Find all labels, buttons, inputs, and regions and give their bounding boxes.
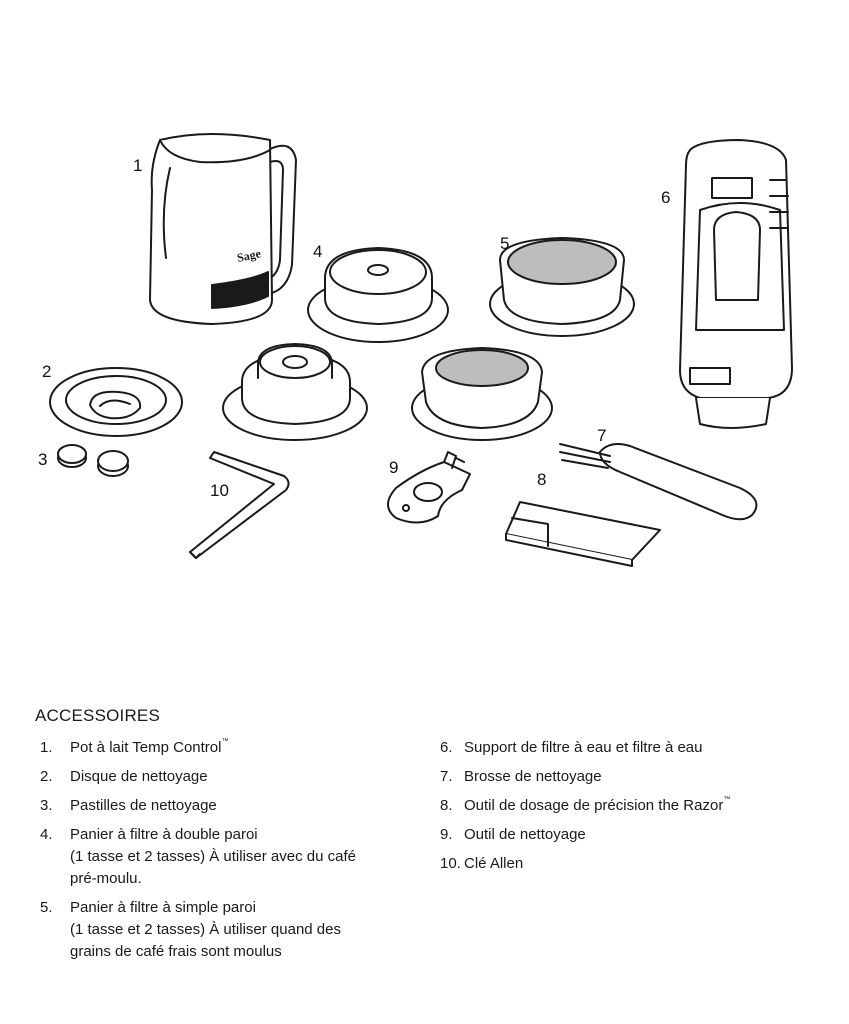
list-item: [440, 737, 800, 759]
item-number: 2.: [40, 768, 53, 785]
item-line: Panier à filtre à double paroi: [70, 826, 258, 843]
item-text: [464, 795, 800, 817]
item-line: Support de filtre à eau et filtre à eau: [464, 739, 703, 756]
item-number: 1.: [40, 739, 53, 756]
razor-tool-drawing: [506, 502, 660, 566]
list-item: [40, 897, 400, 963]
item-line: Brosse de nettoyage: [464, 768, 602, 785]
list-item: [440, 853, 800, 875]
callout-4: 4: [313, 242, 323, 261]
single-wall-basket-bottom-drawing: [412, 348, 552, 440]
single-wall-basket-top-drawing: [490, 238, 634, 336]
list-item: [440, 824, 800, 846]
cleaning-tool-drawing: [388, 452, 470, 523]
item-number: 9.: [440, 826, 453, 843]
allen-key-drawing: [190, 452, 289, 558]
item-line: Outil de nettoyage: [464, 826, 586, 843]
item-line: grains de café frais sont moulus: [70, 943, 282, 960]
cleaning-tablets-drawing: [58, 445, 128, 476]
item-line: Disque de nettoyage: [70, 768, 208, 785]
item-line: Pot à lait Temp Control: [70, 739, 222, 756]
list-item: [40, 795, 400, 817]
item-line: (1 tasse et 2 tasses) À utiliser avec du café: [70, 848, 356, 865]
list-item: [40, 737, 400, 759]
item-number: 7.: [440, 768, 453, 785]
cleaning-brush-drawing: [560, 444, 756, 519]
callout-2: 2: [42, 362, 52, 381]
list-item: [40, 766, 400, 788]
accessory-list-right: [440, 737, 800, 882]
water-filter-holder-drawing: [680, 140, 792, 428]
item-number: 5.: [40, 899, 53, 916]
callout-9: 9: [389, 458, 399, 477]
callout-7: 7: [597, 426, 607, 445]
item-line: Clé Allen: [464, 855, 524, 872]
section-title: ACCESSOIRES: [35, 706, 161, 725]
item-line: Outil de dosage de précision the Razor: [464, 797, 724, 814]
item-number: 6.: [440, 739, 453, 756]
item-text: [70, 737, 400, 759]
callout-10: 10: [210, 481, 229, 500]
item-line: Pastilles de nettoyage: [70, 797, 217, 814]
dual-wall-basket-top-drawing: [308, 248, 448, 342]
callout-8: 8: [537, 470, 547, 489]
dual-wall-basket-bottom-drawing: [223, 344, 367, 440]
milk-jug-drawing: [150, 134, 296, 324]
jug-logo: Sage: [235, 246, 263, 265]
item-number: 4.: [40, 826, 53, 843]
list-item: [440, 795, 800, 817]
item-number: 8.: [440, 797, 453, 814]
item-line: Panier à filtre à simple paroi: [70, 899, 256, 916]
callout-5: 5: [500, 234, 510, 253]
cleaning-disc-drawing: [50, 368, 182, 436]
trademark-mark: ™: [221, 738, 229, 745]
item-number: 3.: [40, 797, 53, 814]
callout-6: 6: [661, 188, 671, 207]
item-number: 10.: [440, 855, 461, 872]
callout-3: 3: [38, 450, 48, 469]
list-item: [40, 824, 400, 890]
list-item: [440, 766, 800, 788]
item-line: (1 tasse et 2 tasses) À utiliser quand des: [70, 921, 341, 938]
accessory-list-left: [40, 737, 400, 970]
trademark-mark: ™: [723, 796, 731, 803]
callout-1: 1: [133, 156, 143, 175]
item-line: pré-moulu.: [70, 870, 142, 887]
